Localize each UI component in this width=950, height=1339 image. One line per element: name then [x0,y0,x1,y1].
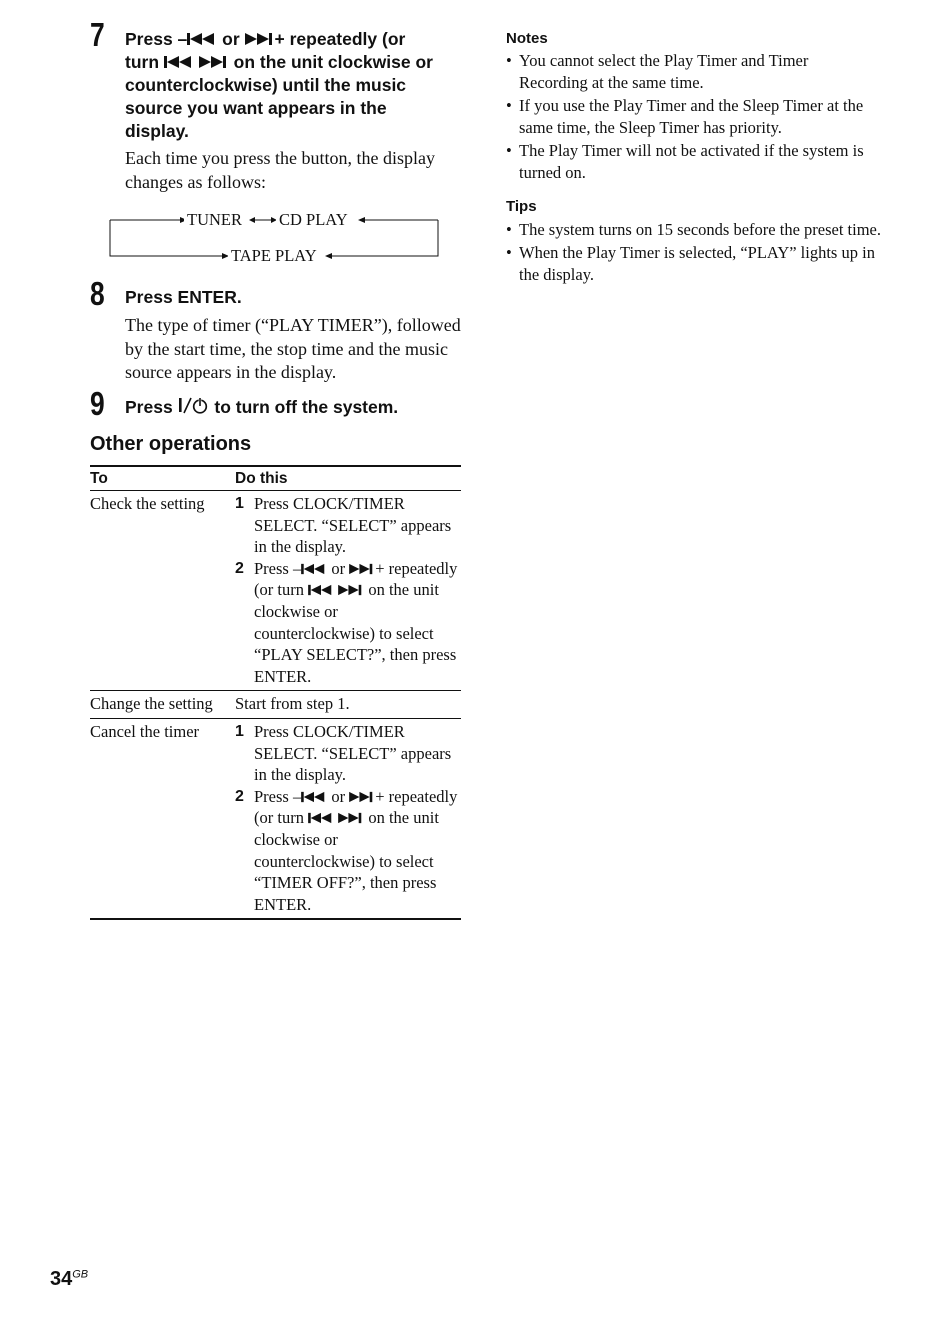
tips-title: Tips [506,198,537,215]
next-track-icon [199,52,229,72]
notes-title: Notes [506,30,548,47]
page-number-suffix: GB [72,1268,89,1281]
substep-text-a: Press – [254,786,302,806]
row-to-cell: Change the setting [90,691,235,719]
row-do-cell [235,718,461,919]
step-8-body: The type of timer (“PLAY TIMER”), followed by the start time, the stop time and the music source appears in the display. [125,315,461,382]
previous-track-icon [164,52,194,72]
row-do-cell [235,491,461,691]
source-cycle-diagram [108,206,443,276]
substep-text-a: Press – [254,558,302,578]
substep [235,493,461,558]
flow-tape-play: TAPE PLAY [228,247,320,265]
next-track-icon [245,29,275,49]
next-track-icon [338,580,364,599]
table-row [90,491,461,691]
step-7-text-e: on the unit clockwise or [228,52,433,72]
step-8-heading: Press ENTER. [125,287,242,307]
substep-number: 1 [235,722,244,740]
step-7-text-d: turn [125,52,164,72]
column-header-do-this: Do this [235,466,461,491]
list-item: • The Play Timer will not be activated if the system is turned on. [506,140,881,184]
page-number-value: 34 [50,1268,73,1290]
table-row [90,691,461,719]
other-operations-title: Other operations [90,433,252,455]
previous-track-icon [308,580,334,599]
next-track-icon [338,808,364,827]
previous-track-icon [187,29,217,49]
substep-text-b: or [327,558,350,578]
substep [235,558,461,688]
list-item: • You cannot select the Play Timer and Timer Recording at the same time. [506,50,881,94]
step-7-heading [125,28,470,143]
substep-text: Press CLOCK/TIMER SELECT. “SELECT” appears in the display. [254,494,452,557]
step-9-text-a: Press [125,397,178,417]
tips-list [506,219,881,287]
step-7-text-f: counterclockwise) until the music [125,75,407,95]
substep-text-c: + repeatedly (or turn [254,786,458,828]
list-item: • The system turns on 15 seconds before the preset time. [506,219,881,241]
step-9-text-b: to turn off the system. [209,397,399,417]
substep-number: 2 [235,787,244,805]
list-item: • When the Play Timer is selected, “PLAY” lights up in the display. [506,242,881,286]
step-7-body: Each time you press the button, the display changes as follows: [125,148,435,192]
substep-text-d: on the unit clockwise or counterclockwise) to select “TIMER OFF?”, then press ENTER. [254,808,439,914]
flow-cd-play: CD PLAY [276,211,351,229]
previous-track-icon [301,559,327,578]
step-number-8: 8 [90,275,105,312]
previous-track-icon [301,787,327,806]
row-to-cell: Check the setting [90,491,235,691]
next-track-icon [349,559,375,578]
step-7-text-h: display. [125,121,189,141]
step-9-heading [125,396,398,419]
step-number-9: 9 [90,385,105,422]
substep [235,721,461,786]
substep-text-d: on the unit clockwise or counterclockwise) to select “PLAY SELECT?”, then press ENTER. [254,580,457,686]
power-icon [178,397,210,417]
substep-number: 1 [235,495,244,512]
step-number-7: 7 [90,16,105,53]
table-row [90,718,461,919]
list-item: • If you use the Play Timer and the Sleep Timer at the same time, the Sleep Timer has priority. [506,95,881,139]
substep-text [254,558,461,688]
step-7-text-c: + repeatedly (or [274,29,406,49]
page-number [50,1268,88,1291]
notes-list [506,50,881,185]
step-7-text-b: or [217,29,245,49]
step-7-text-a: Press – [125,29,188,49]
row-do-cell: Start from step 1. [235,691,461,719]
substep-text: Press CLOCK/TIMER SELECT. “SELECT” appears in the display. [254,721,452,785]
previous-track-icon [308,808,334,827]
step-7-text-g: source you want appears in the [125,98,387,118]
substep-text-c: + repeatedly (or turn [254,558,458,600]
table-header-row [90,466,461,491]
row-to-cell: Cancel the timer [90,718,235,919]
flow-tuner: TUNER [184,211,245,229]
other-operations-table [90,465,461,920]
substep-text-b: or [327,786,350,806]
column-header-to: To [90,466,235,491]
substep-number: 2 [235,559,244,577]
substep [235,786,461,916]
next-track-icon [349,787,375,806]
substep-text [254,786,461,916]
